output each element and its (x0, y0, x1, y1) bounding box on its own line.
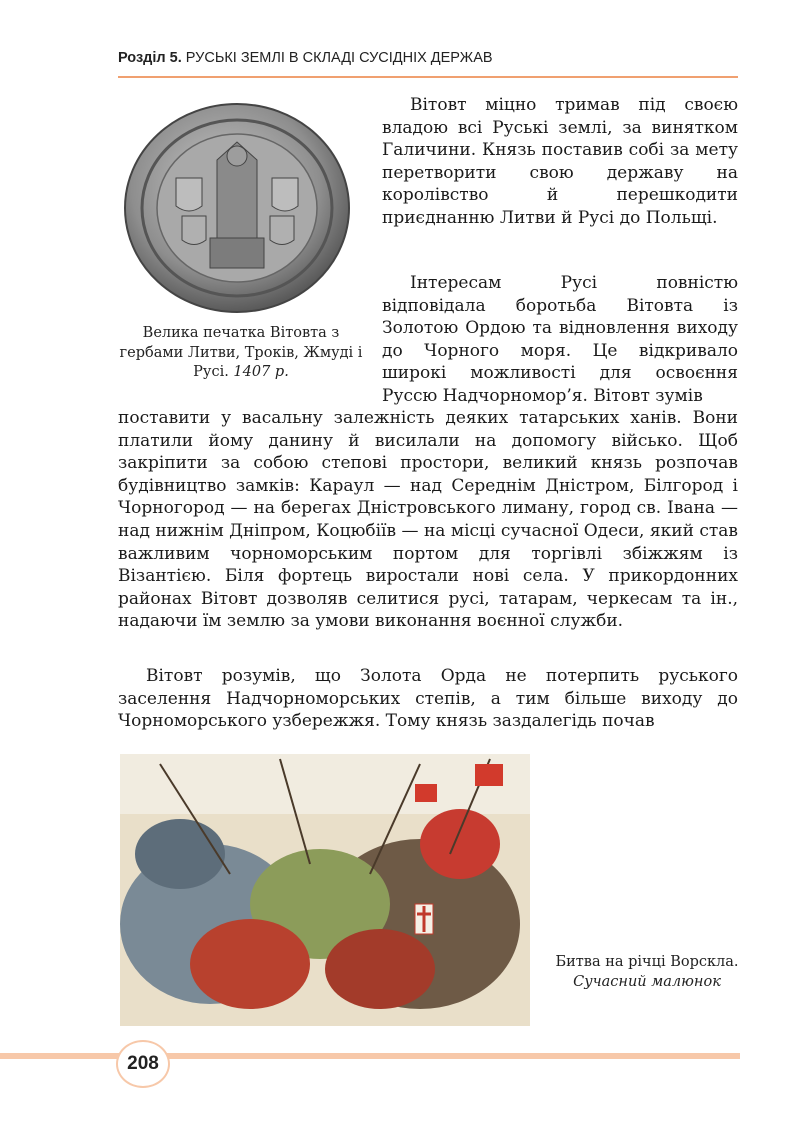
battle-caption-italic: Сучасний малюнок (573, 974, 721, 990)
page-header (118, 50, 738, 78)
page-number: 208 (116, 1040, 170, 1088)
section-number: Розділ 5. (118, 50, 182, 66)
battle-illustration (120, 754, 530, 1026)
battle-caption (552, 952, 742, 992)
paragraph-3: поставити у васальну залежність деяких татарських ханів. Вони платили йому данину й висилали на допомогу військо. Щоб закріпити за собою степові простори, великий князь розпочав будівництво замків: Караул — над Середнім Дністром, Білгород і Чорногород — на берегах Дністровського лиману, город св. Івана — над нижнім Дніпром, Коцюбіїв — на місці сучасної Одеси, який став важливим чорноморським портом для торгівлі збіжжям із Візантією. Біля фортець виростали нові села. У прикордонних районах Вітовт дозволяв селитися русі, татарам, черкесам та ін., надаючи їм землю за умови виконання воєнної служби. (118, 408, 738, 632)
seal-caption-text: Велика печатка Вітовта з гербами Литви, Троків, Жмуді і Русі. (119, 325, 363, 380)
seal-image (120, 98, 358, 316)
seal-caption (118, 324, 364, 383)
paragraph-4: Вітовт розумів, що Золота Орда не потерпить руського заселення Надчорноморських степів, а тим більше виходу до Чорноморського узбережжя. Тому князь заздалегідь почав (118, 666, 738, 732)
paragraph-2: Інтересам Русі повністю відповідала боротьба Вітовта із Золотою Ордою та відновлення виходу до Чорного моря. Це відкривало широкі можливості для освоєння Руссю Надчорномор’я. Вітовт зумів (382, 273, 738, 406)
seal-caption-date: 1407 р. (233, 364, 289, 380)
paragraph-1: Вітовт міцно тримав під своєю владою всі Руські землі, за винятком Галичини. Князь поставив собі за мету перетворити свою державу на королівство й перешкодити приєднанню Литви й Русі до Польщі. (382, 95, 738, 228)
section-title: РУСЬКІ ЗЕМЛІ В СКЛАДІ СУСІДНІХ ДЕРЖАВ (185, 50, 493, 66)
battle-caption-text: Битва на річці Ворскла. (555, 954, 739, 970)
footer-bar (0, 1053, 740, 1059)
